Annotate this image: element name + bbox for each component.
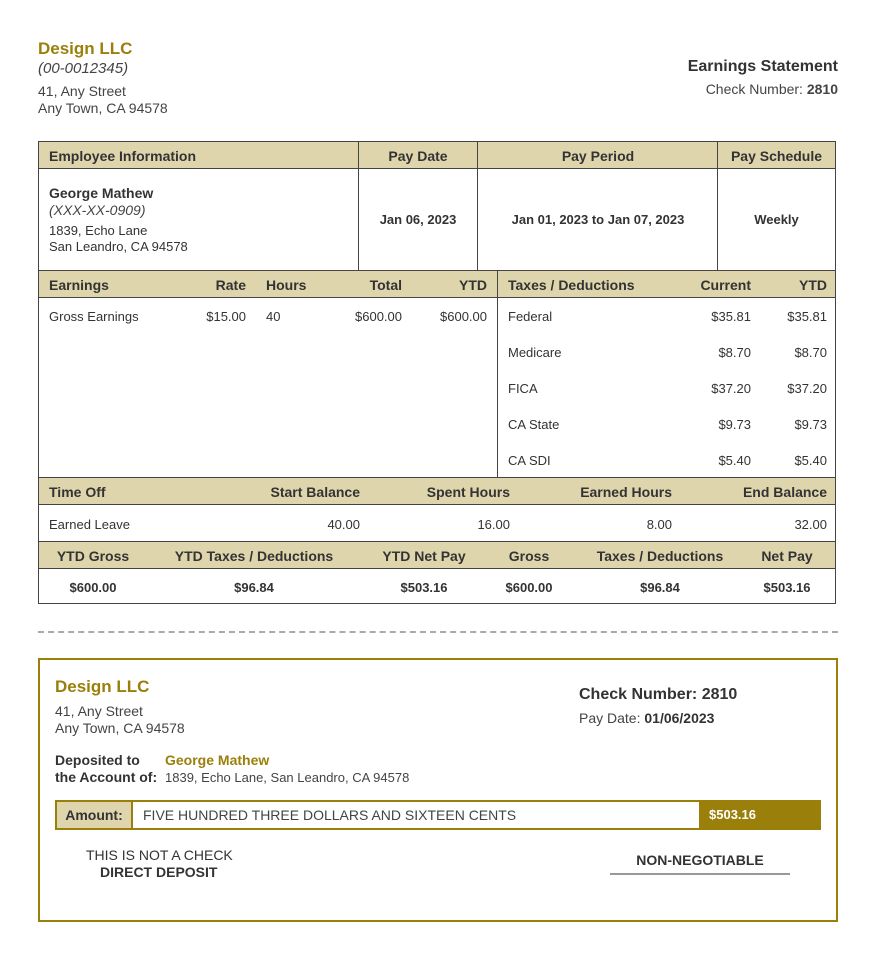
header-earned-hours: Earned Hours <box>580 484 672 500</box>
earnings-total: $600.00 <box>355 309 402 324</box>
deduction-ytd: $8.70 <box>794 345 827 360</box>
time-off-header-row <box>39 478 835 505</box>
pay-date-label: Pay Date: <box>579 710 641 726</box>
account-of-label: the Account of: <box>55 769 158 785</box>
deduction-name: CA SDI <box>508 453 551 468</box>
header-pay-period: Pay Period <box>561 148 635 164</box>
summary-header-row <box>39 542 835 569</box>
deduction-name: Medicare <box>508 345 562 360</box>
ytd-taxes-value: $96.84 <box>234 580 274 595</box>
header-deductions-ytd: YTD <box>799 277 827 293</box>
header-spent-hours: Spent Hours <box>426 484 510 500</box>
time-off-name: Earned Leave <box>49 517 130 532</box>
header-pay-date: Pay Date <box>388 148 448 164</box>
deduction-name: FICA <box>508 381 538 396</box>
header-ytd: YTD <box>459 277 487 293</box>
deposited-to-label: Deposited to <box>55 752 140 768</box>
deduction-current: $35.81 <box>711 309 751 324</box>
gross-value: $600.00 <box>505 580 553 595</box>
earnings-rate: $15.00 <box>206 309 246 324</box>
header-time-off: Time Off <box>49 484 106 500</box>
taxes-value: $96.84 <box>640 580 680 595</box>
deduction-current: $8.70 <box>718 345 751 360</box>
earnings-header-row <box>39 271 835 298</box>
check-number-label: Check Number: <box>579 686 698 703</box>
statement-title: Earnings Statement <box>687 58 838 75</box>
earnings-name: Gross Earnings <box>49 309 139 324</box>
check-number-value: 2810 <box>806 81 838 97</box>
deduction-name: CA State <box>508 417 560 432</box>
employee-name: George Mathew <box>49 185 154 201</box>
header-net-pay: Net Pay <box>761 548 813 564</box>
employee-address-line1: 1839, Echo Lane <box>49 223 148 238</box>
check-company-address-line1: 41, Any Street <box>55 703 143 719</box>
pay-date-value: 01/06/2023 <box>644 710 715 726</box>
payee-name: George Mathew <box>165 752 270 768</box>
earnings-statement-table <box>38 141 836 604</box>
deduction-ytd: $9.73 <box>794 417 827 432</box>
pay-period-value: Jan 01, 2023 to Jan 07, 2023 <box>511 212 685 227</box>
ytd-gross-value: $600.00 <box>69 580 117 595</box>
employee-ssn: (XXX-XX-0909) <box>49 202 146 218</box>
header-end-balance: End Balance <box>742 484 827 500</box>
header-ytd-gross: YTD Gross <box>56 548 130 564</box>
header-total: Total <box>369 277 402 293</box>
header-pay-schedule: Pay Schedule <box>730 148 823 164</box>
earnings-ytd: $600.00 <box>440 309 487 324</box>
deduction-current: $37.20 <box>711 381 751 396</box>
header-rate: Rate <box>215 277 246 293</box>
header-ytd-net-pay: YTD Net Pay <box>382 548 466 564</box>
header-start-balance: Start Balance <box>270 484 360 500</box>
statement-check-number <box>706 81 838 97</box>
amount-label: Amount: <box>57 802 133 828</box>
time-off-start: 40.00 <box>327 517 360 532</box>
deduction-name: Federal <box>508 309 553 324</box>
header-earnings: Earnings <box>49 277 109 293</box>
time-off-spent: 16.00 <box>477 517 510 532</box>
check-company-address-line2: Any Town, CA 94578 <box>55 720 185 736</box>
company-id: (00-0012345) <box>38 60 129 77</box>
amount-row <box>55 800 821 830</box>
header-employee-info: Employee Information <box>49 148 197 164</box>
pay-date-value: Jan 06, 2023 <box>379 212 457 227</box>
deposit-advice <box>38 658 838 922</box>
company-address-line2: Any Town, CA 94578 <box>38 100 168 116</box>
deduction-ytd: $35.81 <box>787 309 827 324</box>
header-current: Current <box>700 277 751 293</box>
check-company-name: Design LLC <box>55 677 150 696</box>
non-negotiable-label: NON-NEGOTIABLE <box>636 852 764 868</box>
signature-line <box>610 873 790 875</box>
header-taxes: Taxes / Deductions <box>596 548 724 564</box>
header-gross: Gross <box>508 548 550 564</box>
pay-schedule-value: Weekly <box>754 212 799 227</box>
not-a-check-notice: THIS IS NOT A CHECK <box>86 847 233 863</box>
net-pay-value: $503.16 <box>763 580 811 595</box>
amount-value: $503.16 <box>699 802 819 828</box>
check-pay-date <box>579 710 714 726</box>
info-header-row <box>39 142 835 169</box>
deduction-current: $9.73 <box>718 417 751 432</box>
header-taxes-deductions: Taxes / Deductions <box>508 277 635 293</box>
amount-in-words: FIVE HUNDRED THREE DOLLARS AND SIXTEEN CENTS <box>143 807 517 823</box>
time-off-end: 32.00 <box>794 517 827 532</box>
earnings-hours: 40 <box>266 309 281 324</box>
payee-address: 1839, Echo Lane, San Leandro, CA 94578 <box>165 770 410 785</box>
check-number-value: 2810 <box>701 686 738 703</box>
tear-off-divider <box>38 631 838 633</box>
direct-deposit-label: DIRECT DEPOSIT <box>100 864 218 880</box>
check-number-label: Check Number: <box>705 81 803 97</box>
deduction-ytd: $5.40 <box>794 453 827 468</box>
deduction-current: $5.40 <box>718 453 751 468</box>
deduction-ytd: $37.20 <box>787 381 827 396</box>
header-hours: Hours <box>266 277 307 293</box>
check-number <box>579 686 737 704</box>
company-name: Design LLC <box>38 39 133 58</box>
ytd-net-pay-value: $503.16 <box>400 580 448 595</box>
company-address-line1: 41, Any Street <box>38 83 126 99</box>
time-off-earned: 8.00 <box>646 517 672 532</box>
header-ytd-taxes: YTD Taxes / Deductions <box>174 548 334 564</box>
employee-address-line2: San Leandro, CA 94578 <box>49 239 188 254</box>
